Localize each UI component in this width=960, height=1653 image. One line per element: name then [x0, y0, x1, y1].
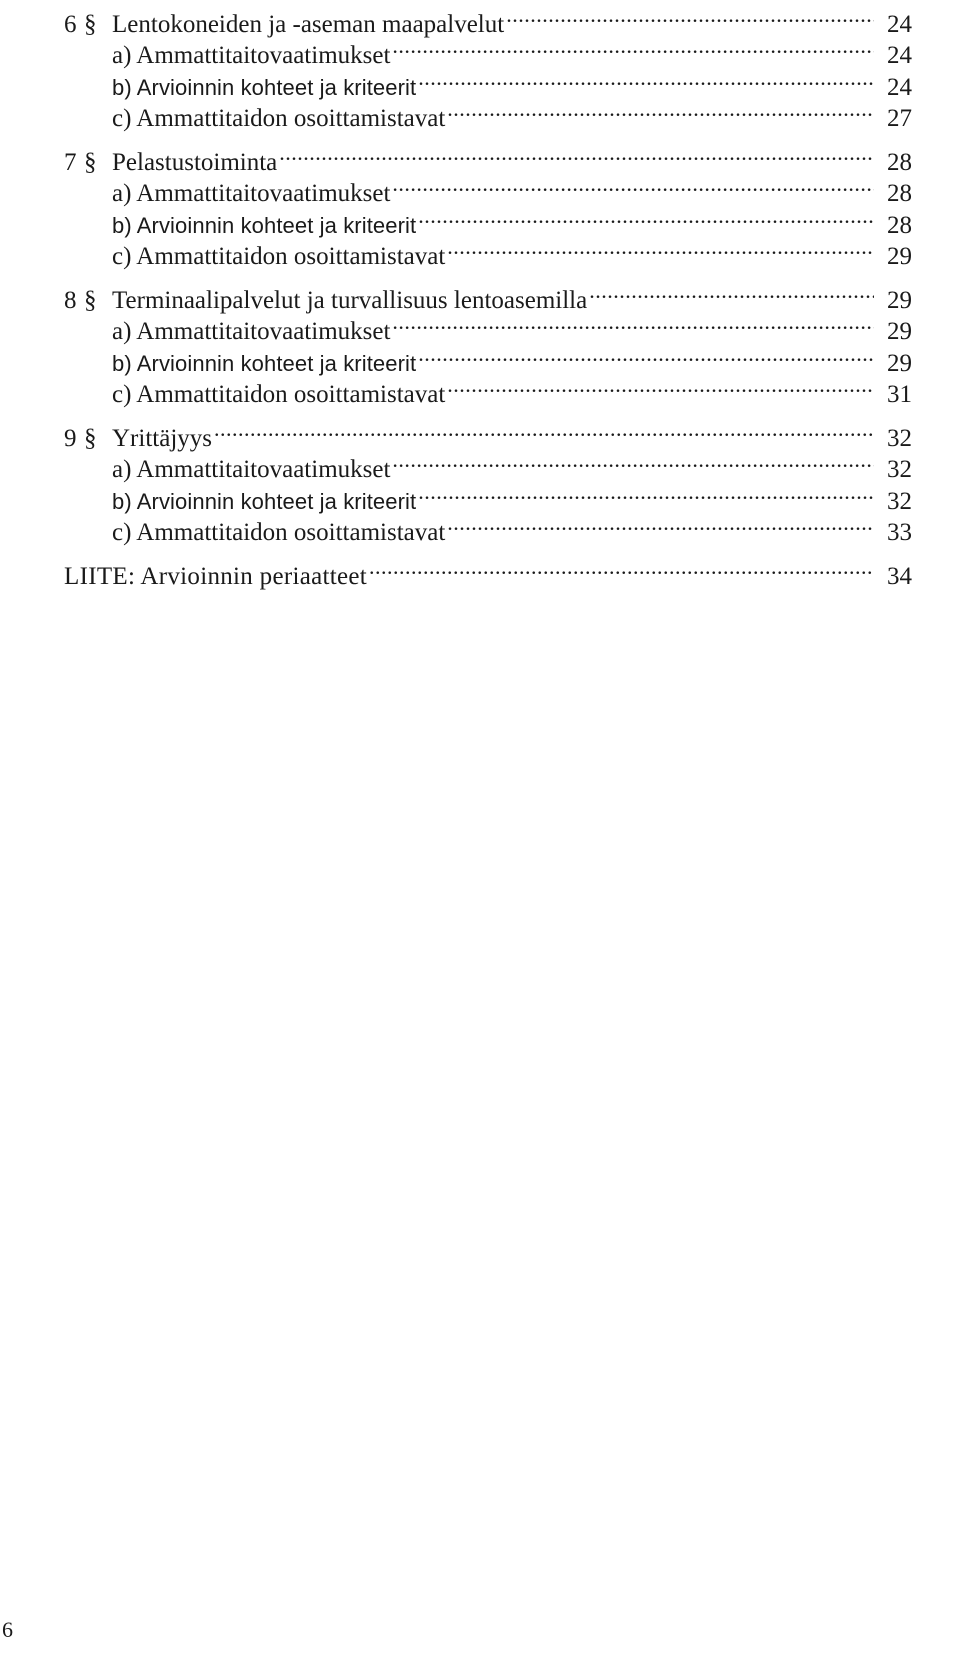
page-number: 29	[887, 318, 912, 345]
section-number: 9	[64, 424, 77, 452]
entry-label: b) Arvioinnin kohteet ja kriteerit	[112, 212, 417, 238]
page-number: 29	[887, 286, 912, 314]
page-number: 28	[887, 211, 912, 239]
page-number: 24	[887, 10, 912, 38]
dot-leader	[447, 371, 874, 403]
dot-leader	[214, 414, 874, 446]
entry-label: b) Arvioinnin kohteet ja kriteerit	[112, 488, 417, 514]
toc-section-heading[interactable]	[64, 138, 912, 176]
page-number: 24	[887, 73, 912, 101]
toc-appendix-section	[64, 552, 912, 590]
toc-section-heading[interactable]	[64, 276, 912, 314]
page-number: 27	[887, 105, 912, 132]
page-number: 29	[887, 349, 912, 377]
section-sign-icon: §	[84, 10, 97, 38]
section-sign-icon: §	[84, 148, 97, 176]
page-number: 32	[887, 424, 912, 452]
section-title: Pelastustoiminta	[112, 148, 278, 176]
dot-leader	[447, 509, 874, 541]
section-number: 8	[64, 286, 77, 314]
section-title: Lentokoneiden ja -aseman maapalvelut	[112, 10, 505, 38]
page-number: 31	[887, 381, 912, 408]
entry-label: a) Ammattitaitovaatimukset	[112, 180, 391, 207]
section-title: Terminaalipalvelut ja turvallisuus lentoasemilla	[112, 286, 588, 314]
entry-label: c) Ammattitaidon osoittamistavat	[112, 519, 446, 546]
section-sign-icon: §	[84, 286, 97, 314]
page-number: 32	[887, 487, 912, 515]
section-number: 7	[64, 148, 77, 176]
entry-label: a) Ammattitaitovaatimukset	[112, 318, 391, 345]
dot-leader	[392, 308, 874, 340]
table-of-contents	[64, 0, 912, 596]
dot-leader	[447, 95, 874, 127]
entry-label: a) Ammattitaitovaatimukset	[112, 456, 391, 483]
page-number: 34	[887, 562, 912, 590]
section-number: 6	[64, 10, 77, 38]
toc-appendix-entry[interactable]	[64, 552, 912, 590]
toc-section	[64, 0, 912, 132]
page-number: 33	[887, 519, 912, 546]
entry-label: c) Ammattitaidon osoittamistavat	[112, 243, 446, 270]
page-number: 24	[887, 42, 912, 69]
dot-leader	[418, 63, 874, 95]
dot-leader	[589, 276, 874, 308]
entry-label: b) Arvioinnin kohteet ja kriteerit	[112, 74, 417, 100]
toc-section	[64, 414, 912, 546]
entry-label: c) Ammattitaidon osoittamistavat	[112, 381, 446, 408]
footer-page-number: 6	[2, 1617, 13, 1642]
dot-leader	[418, 477, 874, 509]
dot-leader	[447, 233, 874, 265]
toc-section-heading[interactable]	[64, 0, 912, 38]
appendix-label: LIITE: Arvioinnin periaatteet	[64, 562, 368, 590]
toc-section	[64, 276, 912, 408]
page-number: 32	[887, 456, 912, 483]
dot-leader	[369, 552, 874, 584]
dot-leader	[392, 32, 874, 64]
dot-leader	[392, 446, 874, 478]
page-number: 28	[887, 148, 912, 176]
toc-section	[64, 138, 912, 270]
section-sign-icon: §	[84, 424, 97, 452]
dot-leader	[506, 0, 874, 32]
section-title: Yrittäjyys	[112, 424, 212, 452]
dot-leader	[392, 170, 874, 202]
page-number: 29	[887, 243, 912, 270]
entry-label: b) Arvioinnin kohteet ja kriteerit	[112, 350, 417, 376]
dot-leader	[279, 138, 874, 170]
dot-leader	[418, 339, 874, 371]
entry-label: c) Ammattitaidon osoittamistavat	[112, 105, 446, 132]
dot-leader	[418, 201, 874, 233]
page-number: 28	[887, 180, 912, 207]
toc-section-heading[interactable]	[64, 414, 912, 452]
entry-label: a) Ammattitaitovaatimukset	[112, 42, 391, 69]
